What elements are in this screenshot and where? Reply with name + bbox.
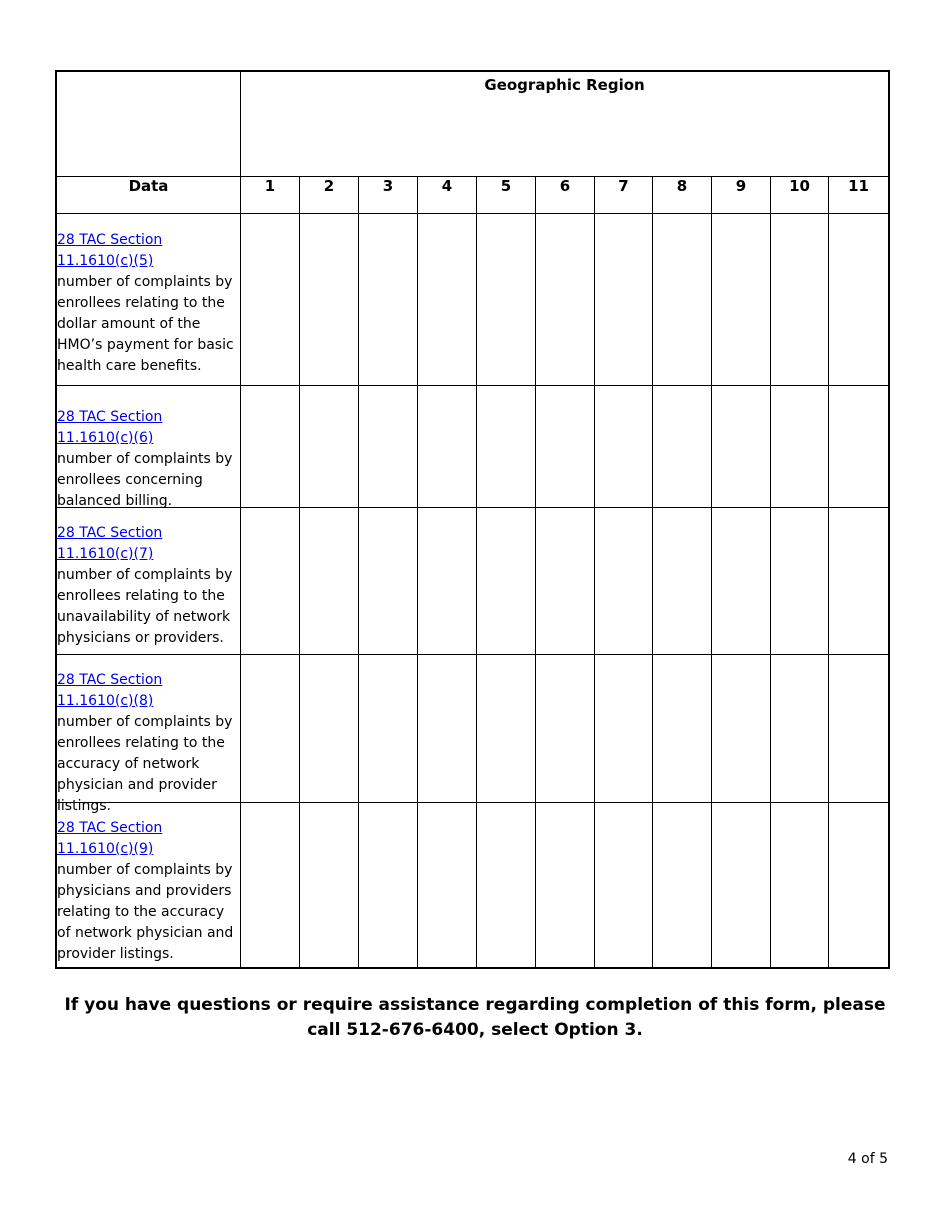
region-entry-cell[interactable] (536, 386, 595, 508)
region-entry-cell[interactable] (653, 803, 712, 968)
region-entry-cell[interactable] (536, 803, 595, 968)
data-description-cell (57, 214, 241, 386)
region-entry-cell[interactable] (300, 386, 359, 508)
region-entry-cell[interactable] (771, 386, 829, 508)
region-entry-cell[interactable] (418, 214, 477, 386)
region-entry-cell[interactable] (241, 803, 300, 968)
region-entry-cell[interactable] (241, 214, 300, 386)
table-row (57, 803, 889, 968)
region-entry-cell[interactable] (536, 508, 595, 655)
table-row (57, 655, 889, 803)
region-number-header: 7 (595, 177, 653, 214)
region-entry-cell[interactable] (359, 655, 418, 803)
region-entry-cell[interactable] (300, 803, 359, 968)
region-entry-cell[interactable] (595, 655, 653, 803)
data-description-text: number of complaints by enrollees relating to the unavailability of network physicians or providers. (57, 567, 233, 646)
column-header-row (57, 177, 889, 214)
region-entry-cell[interactable] (418, 655, 477, 803)
geographic-region-table (56, 71, 889, 968)
region-entry-cell[interactable] (829, 508, 889, 655)
region-entry-cell[interactable] (653, 386, 712, 508)
geographic-region-header (241, 72, 889, 177)
region-entry-cell[interactable] (595, 386, 653, 508)
region-entry-cell[interactable] (359, 386, 418, 508)
region-entry-cell[interactable] (712, 386, 771, 508)
region-entry-cell[interactable] (359, 508, 418, 655)
data-description-text: number of complaints by enrollees relating to the accuracy of network physician and provider listings. (57, 714, 233, 814)
tac-section-link[interactable]: 28 TAC Section 11.1610(c)(9) (57, 820, 163, 857)
region-number-header: 1 (241, 177, 300, 214)
region-entry-cell[interactable] (829, 214, 889, 386)
tac-section-link[interactable]: 28 TAC Section 11.1610(c)(8) (57, 672, 163, 709)
region-entry-cell[interactable] (712, 803, 771, 968)
region-entry-cell[interactable] (359, 214, 418, 386)
region-entry-cell[interactable] (712, 508, 771, 655)
page-number: 4 of 5 (847, 1151, 888, 1167)
data-rows (57, 214, 889, 968)
region-entry-cell[interactable] (829, 386, 889, 508)
region-entry-cell[interactable] (359, 803, 418, 968)
tac-section-link[interactable]: 28 TAC Section 11.1610(c)(5) (57, 232, 163, 269)
region-entry-cell[interactable] (477, 508, 536, 655)
region-entry-cell[interactable] (241, 386, 300, 508)
data-description-cell (57, 508, 241, 655)
region-entry-cell[interactable] (595, 214, 653, 386)
region-number-header: 3 (359, 177, 418, 214)
table-row (57, 508, 889, 655)
data-description-text: number of complaints by enrollees relating to the dollar amount of the HMO’s payment for basic health care benefits. (57, 274, 234, 374)
region-entry-cell[interactable] (536, 655, 595, 803)
region-number-header: 10 (771, 177, 829, 214)
region-entry-cell[interactable] (300, 214, 359, 386)
corner-cell (57, 72, 241, 177)
region-entry-cell[interactable] (241, 655, 300, 803)
tac-section-link[interactable]: 28 TAC Section 11.1610(c)(7) (57, 525, 163, 562)
region-entry-cell[interactable] (418, 803, 477, 968)
region-entry-cell[interactable] (712, 214, 771, 386)
region-number-header: 11 (829, 177, 889, 214)
region-entry-cell[interactable] (418, 386, 477, 508)
data-description-text: number of complaints by enrollees concerning balanced billing. (57, 451, 233, 509)
region-number-header: 2 (300, 177, 359, 214)
region-entry-cell[interactable] (418, 508, 477, 655)
region-entry-cell[interactable] (477, 803, 536, 968)
region-entry-cell[interactable] (653, 655, 712, 803)
region-entry-cell[interactable] (477, 214, 536, 386)
data-description-cell (57, 803, 241, 968)
region-number-header: 5 (477, 177, 536, 214)
region-entry-cell[interactable] (241, 508, 300, 655)
region-number-header: 8 (653, 177, 712, 214)
data-description-cell (57, 386, 241, 508)
data-description-cell (57, 655, 241, 814)
tac-section-link[interactable]: 28 TAC Section 11.1610(c)(6) (57, 409, 163, 446)
region-entry-cell[interactable] (829, 803, 889, 968)
region-entry-cell[interactable] (771, 508, 829, 655)
region-entry-cell[interactable] (771, 214, 829, 386)
region-entry-cell[interactable] (653, 508, 712, 655)
region-entry-cell[interactable] (595, 508, 653, 655)
geographic-region-label: Geographic Region (484, 76, 645, 94)
assistance-note: If you have questions or require assistance regarding completion of this form, please call 512-676-6400, select Option 3. (64, 995, 886, 1040)
region-entry-cell[interactable] (829, 655, 889, 803)
region-entry-cell[interactable] (653, 214, 712, 386)
region-entry-cell[interactable] (712, 655, 771, 803)
region-number-header: 4 (418, 177, 477, 214)
data-column-header: Data (57, 177, 241, 214)
region-entry-cell[interactable] (595, 803, 653, 968)
region-entry-cell[interactable] (536, 214, 595, 386)
region-entry-cell[interactable] (771, 803, 829, 968)
region-entry-cell[interactable] (477, 386, 536, 508)
region-number-header: 9 (712, 177, 771, 214)
region-entry-cell[interactable] (300, 655, 359, 803)
region-entry-cell[interactable] (771, 655, 829, 803)
region-entry-cell[interactable] (477, 655, 536, 803)
region-entry-cell[interactable] (300, 508, 359, 655)
data-description-text: number of complaints by physicians and providers relating to the accuracy of network physician and provider listings. (57, 862, 234, 962)
table-row (57, 214, 889, 386)
table-row (57, 386, 889, 508)
region-number-header: 6 (536, 177, 595, 214)
